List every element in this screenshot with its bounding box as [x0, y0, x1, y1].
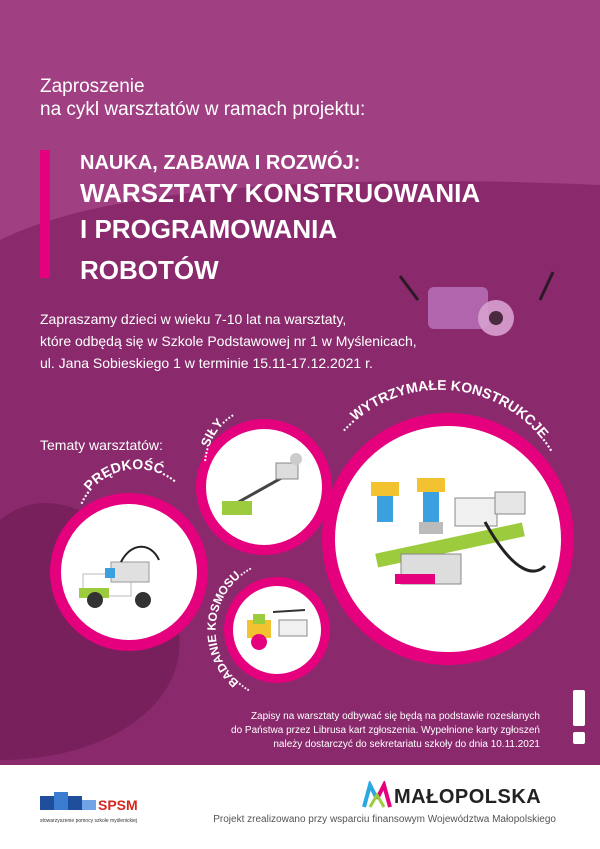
spsm-logo	[40, 790, 150, 818]
force-topic-label: ....SIŁY....	[194, 405, 237, 463]
intro-line-2: na cykl warsztatów w ramach projektu:	[40, 99, 366, 120]
svg-text:....BADANIE KOSMOSU....	[204, 559, 253, 699]
svg-text:....WYTRZYMAŁE KONSTRUKCJE....	[334, 377, 561, 454]
title-line-4: ROBOTÓW	[80, 255, 219, 285]
space-topic-label: ....BADANIE KOSMOSU....	[204, 559, 254, 700]
notice-line-1: Zapisy na warsztaty odbywać się będą na podstawie rozesłanych	[250, 711, 540, 722]
description-line-3: ul. Jana Sobieskiego 1 w terminie 15.11-17.12.2021 r.	[40, 355, 373, 371]
notice-line-3: należy dostarczyć do sekretariatu szkoły do dnia 10.11.2021	[273, 739, 540, 750]
spsm-subtitle: stowarzyszenie pomocy szkole myślenickiej	[40, 818, 137, 824]
title-line-2: WARSZTATY KONSTRUOWANIA	[80, 178, 481, 208]
intro-line-1: Zaproszenie	[40, 76, 145, 97]
spsm-logo-text: SPSM	[98, 797, 138, 813]
title-line-1: NAUKA, ZABAWA I ROZWÓJ:	[80, 152, 361, 174]
funding-note: Projekt zrealizowano przy wsparciu finansowym Województwa Małopolskiego	[213, 814, 556, 825]
svg-text:....PRĘDKOŚĆ....	[70, 455, 183, 506]
malopolska-wordmark: MAŁOPOLSKA	[394, 786, 542, 808]
exclamation-icon	[566, 690, 592, 746]
speed-topic-label: ....PRĘDKOŚĆ....	[70, 456, 183, 507]
construction-topic-label: ....WYTRZYMAŁE KONSTRUKCJE....	[334, 376, 562, 454]
description-line-2: które odbędą się w Szkole Podstawowej nr 1 w Myślenicach,	[40, 333, 417, 349]
notice-line-2: do Państwa przez Librusa kart zgłoszenia. Wypełnione karty zgłoszeń	[231, 725, 540, 736]
description-line-1: Zapraszamy dzieci w wieku 7-10 lat na warsztaty,	[40, 311, 347, 327]
svg-text:....SIŁY....	[194, 405, 236, 462]
topics-label: Tematy warsztatów:	[40, 437, 163, 453]
malopolska-logo-icon	[362, 781, 392, 809]
title-line-3: I PROGRAMOWANIA	[80, 214, 338, 244]
